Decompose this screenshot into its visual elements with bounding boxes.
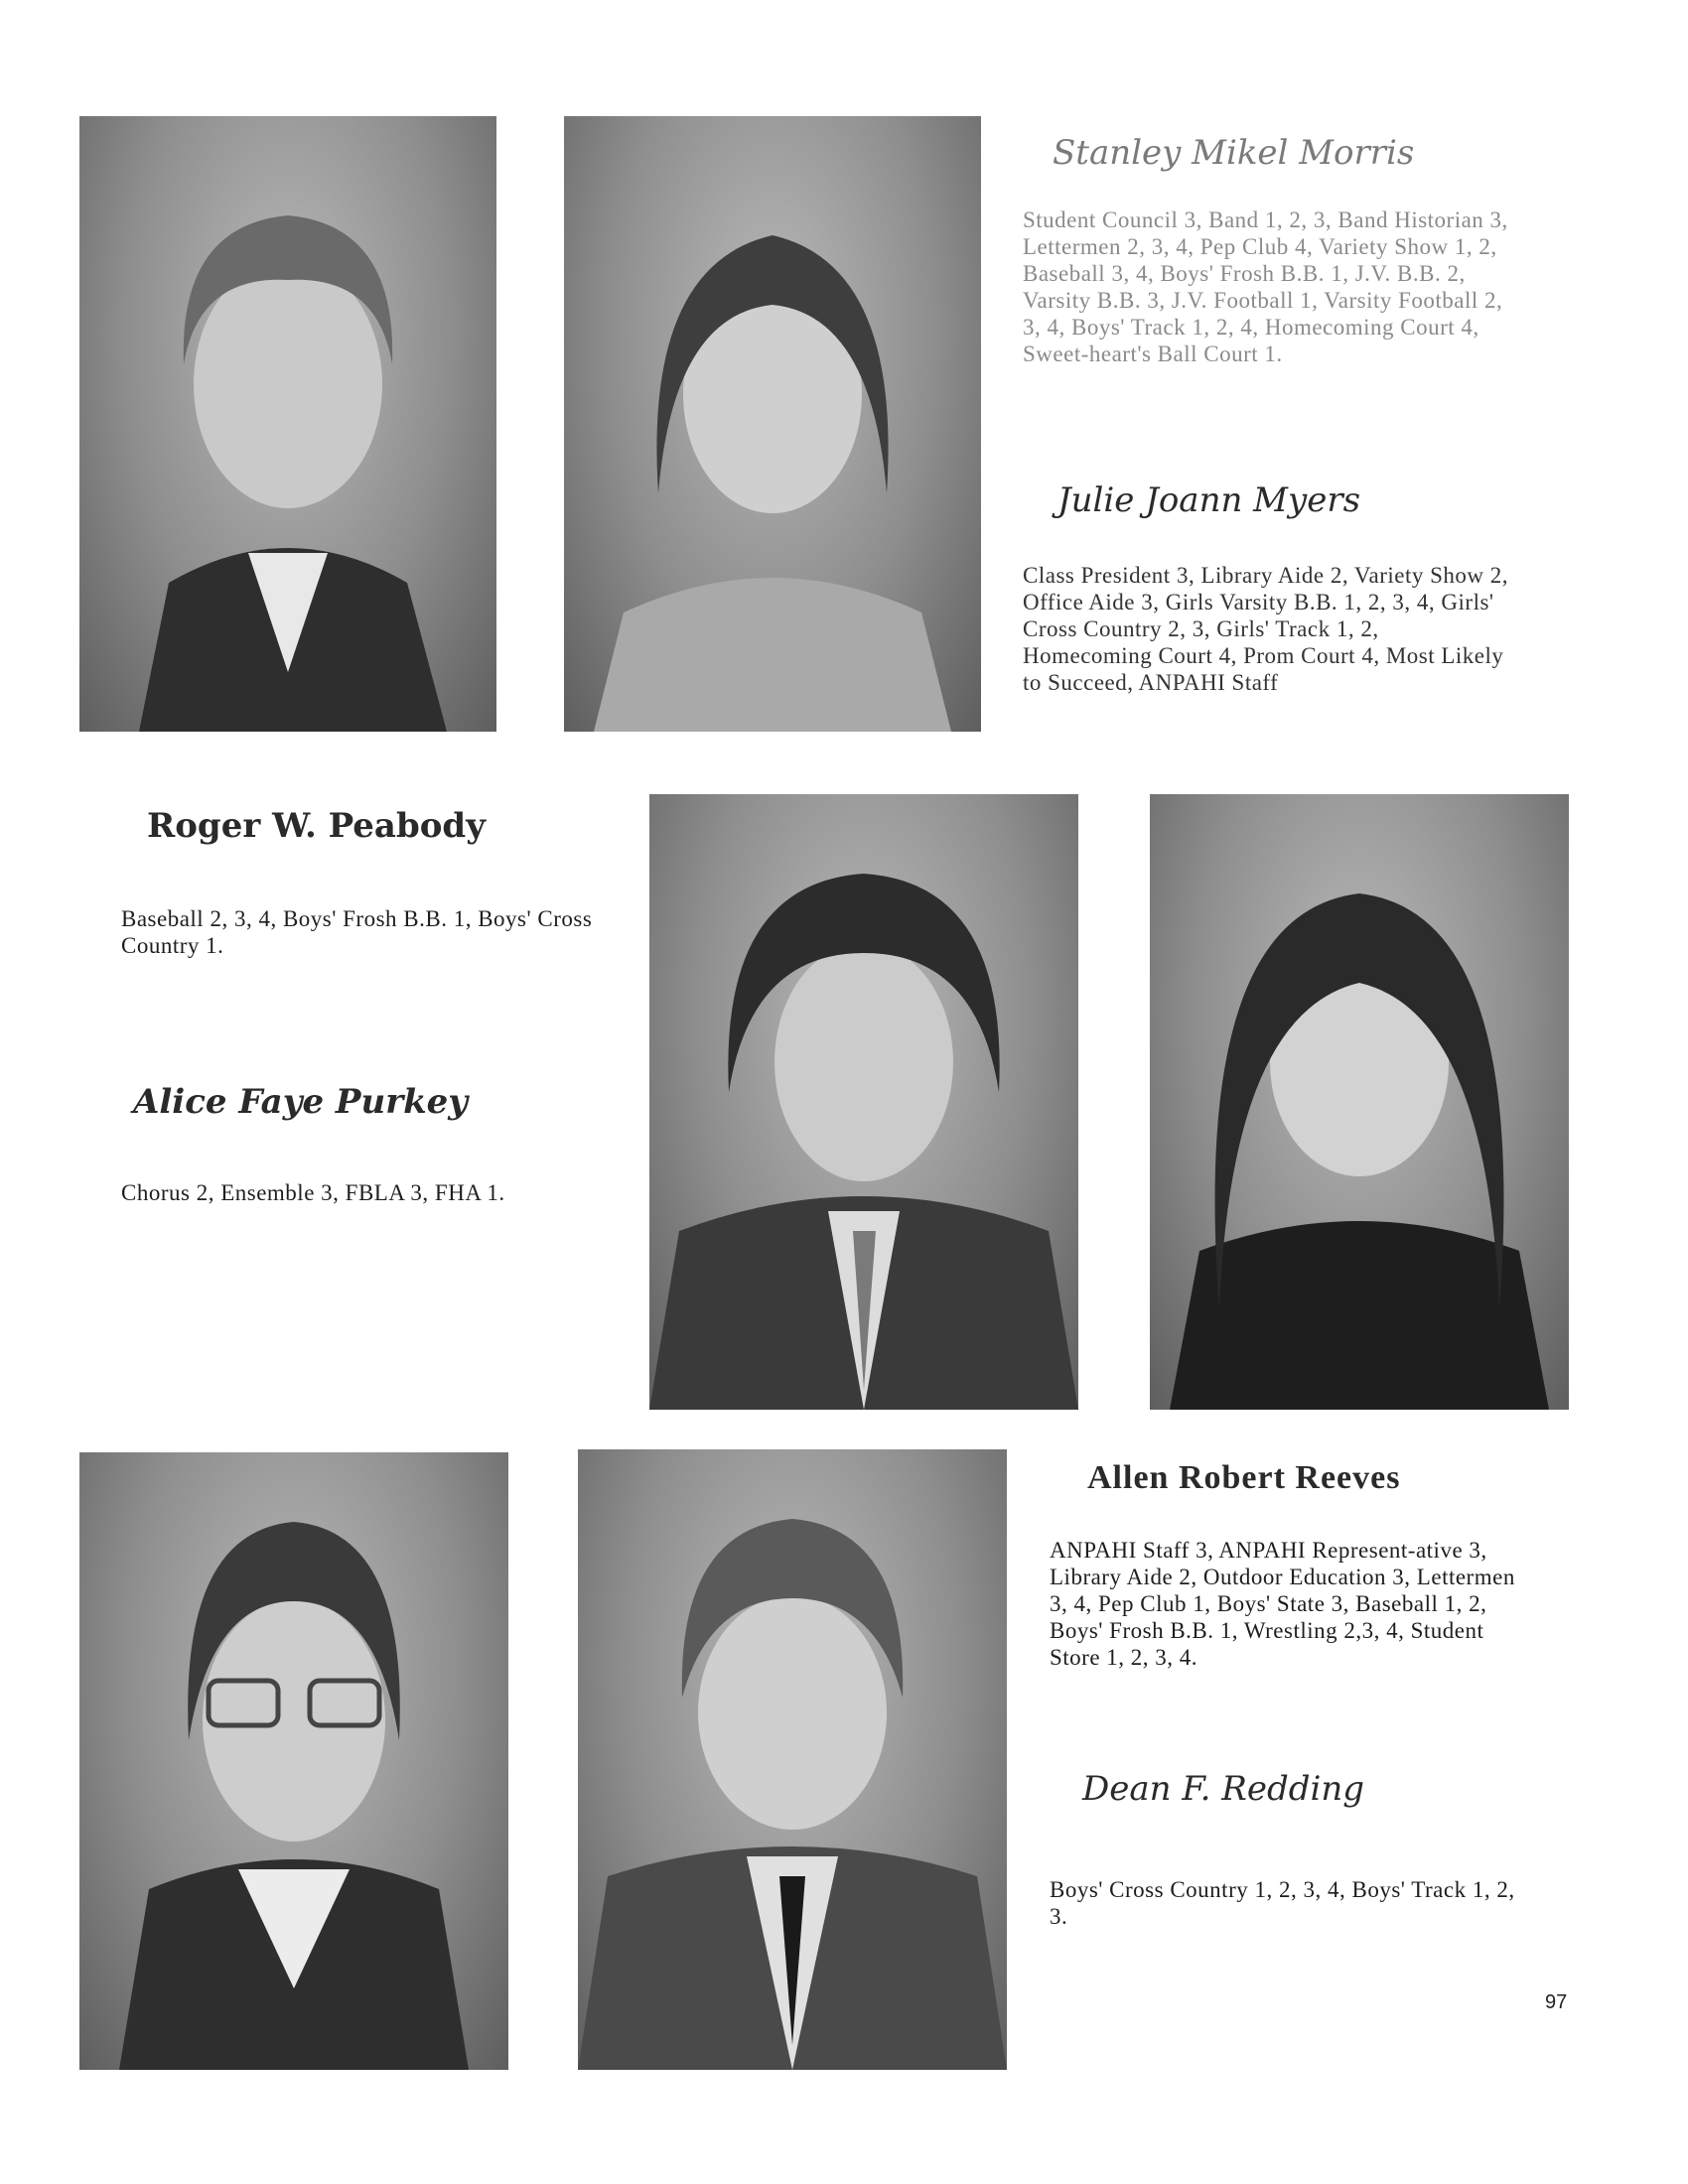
student-activities-peabody: Baseball 2, 3, 4, Boys' Frosh B.B. 1, Boys' Cross Country 1. [121, 906, 593, 958]
page-number: 97 [1545, 1991, 1568, 2013]
student-name-myers: Julie Joann Myers [1057, 480, 1361, 520]
student-activities-myers: Class President 3, Library Aide 2, Variety Show 2, Office Aide 3, Girls Varsity B.B. 1, 2, 3, 4, Girls' Cross Country 2, 3, Girls' Track 1, 2, Homecoming Court 4, Prom Court 4, Most Likely to Succeed, ANPAHI Staff [1023, 563, 1508, 695]
student-activities-redding: Boys' Cross Country 1, 2, 3, 4, Boys' Track 1, 2, 3. [1050, 1877, 1515, 1929]
student-name-purkey: Alice Faye Purkey [133, 1082, 469, 1122]
portrait-photo-myers [564, 116, 981, 732]
portrait-photo-peabody [649, 794, 1078, 1410]
student-activities-reeves: ANPAHI Staff 3, ANPAHI Represent-ative 3, Library Aide 2, Outdoor Education 3, Lettermen 3, 4, Pep Club 1, Boys' State 3, Baseball 1, 2, Boys' Frosh B.B. 1, Wrestling 2,3, 4, Student Store 1, 2, 3, 4. [1050, 1538, 1515, 1670]
student-name-reeves: Allen Robert Reeves [1087, 1459, 1401, 1496]
portrait-photo-morris [79, 116, 496, 732]
portrait-photo-reeves [79, 1452, 508, 2070]
student-name-redding: Dean F. Redding [1082, 1769, 1365, 1809]
portrait-photo-redding [578, 1449, 1007, 2070]
student-activities-morris: Student Council 3, Band 1, 2, 3, Band Historian 3, Lettermen 2, 3, 4, Pep Club 4, Variety Show 1, 2, Baseball 3, 4, Boys' Frosh B.B. 1, J.V. B.B. 2, Varsity B.B. 3, J.V. Football 1, Varsity Football 2, 3, 4, Boys' Track 1, 2, 4, Homecoming Court 4, Sweet-heart's Ball Court 1. [1023, 207, 1508, 366]
student-activities-purkey: Chorus 2, Ensemble 3, FBLA 3, FHA 1. [121, 1180, 505, 1205]
student-name-peabody: Roger W. Peabody [147, 806, 486, 846]
student-name-morris: Stanley Mikel Morris [1053, 133, 1415, 173]
portrait-photo-purkey [1150, 794, 1569, 1410]
